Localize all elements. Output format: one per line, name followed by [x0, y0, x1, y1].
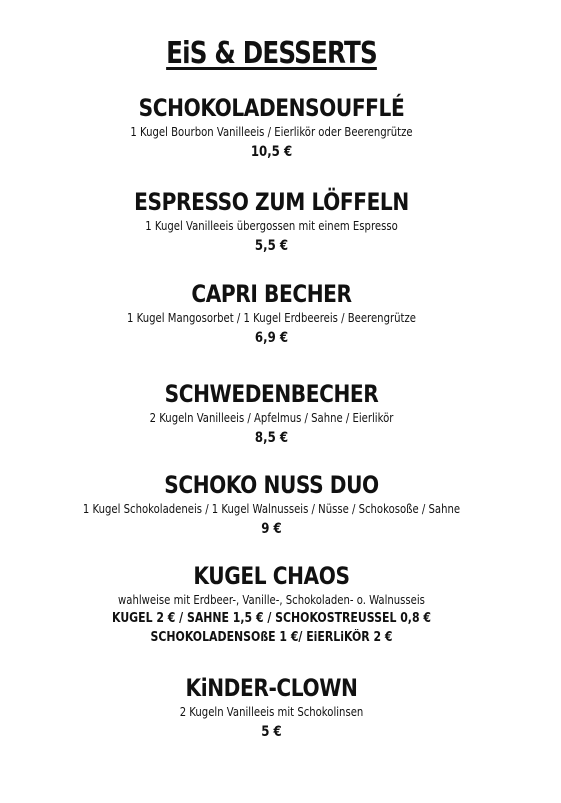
menu-item-espresso-zum-loeffeln	[0, 187, 543, 257]
item-price: 5 €	[261, 724, 282, 740]
menu-item-schwedenbecher	[0, 379, 543, 449]
item-description: 2 Kugeln Vanilleeis mit Schokolinsen	[179, 705, 364, 719]
menu-item-kinder-clown	[0, 673, 543, 743]
menu-item-capri-becher	[0, 279, 543, 349]
item-name: SCHWEDENBECHER	[164, 380, 379, 408]
menu-item-schoko-nuss-duo	[0, 470, 543, 540]
item-description: 1 Kugel Vanilleeis übergossen mit einem Espresso	[145, 219, 398, 233]
item-name: KUGEL CHAOS	[193, 562, 350, 590]
menu-item-schokoladensouffle	[0, 93, 543, 163]
item-description: wahlweise mit Erdbeer-, Vanille-, Schokoladen- o. Walnusseis	[118, 593, 425, 607]
item-price: 8,5 €	[254, 430, 289, 446]
item-description: 1 Kugel Mangosorbet / 1 Kugel Erdbeereis / Beerengrütze	[127, 311, 416, 325]
item-price: 5,5 €	[254, 238, 289, 254]
item-description: 2 Kugeln Vanilleeis / Apfelmus / Sahne / Eierlikör	[149, 411, 394, 425]
item-price-list: KUGEL 2 € / SAHNE 1,5 € / SCHOKOSTREUSSEL 0,8 €	[112, 611, 431, 626]
item-price: 6,9 €	[254, 330, 289, 346]
item-name: KiNDER-CLOWN	[185, 674, 358, 702]
item-price: 9 €	[261, 521, 282, 537]
item-name: ESPRESSO ZUM LÖFFELN	[134, 188, 409, 216]
item-name: SCHOKOLADENSOUFFLÉ	[138, 94, 405, 122]
menu-item-kugel-chaos	[0, 561, 543, 647]
item-description: 1 Kugel Schokoladeneis / 1 Kugel Walnusseis / Nüsse / Schokosoße / Sahne	[82, 502, 461, 516]
item-name: CAPRI BECHER	[191, 280, 352, 308]
item-name: SCHOKO NUSS DUO	[164, 471, 379, 499]
item-price: 10,5 €	[250, 144, 293, 160]
item-description: 1 Kugel Bourbon Vanilleeis / Eierlikör oder Beerengrütze	[130, 125, 413, 139]
menu-title: EiS & DESSERTS	[166, 36, 377, 71]
item-price-list: SCHOKOLADENSOßE 1 €/ EiERLiKÖR 2 €	[150, 630, 393, 645]
